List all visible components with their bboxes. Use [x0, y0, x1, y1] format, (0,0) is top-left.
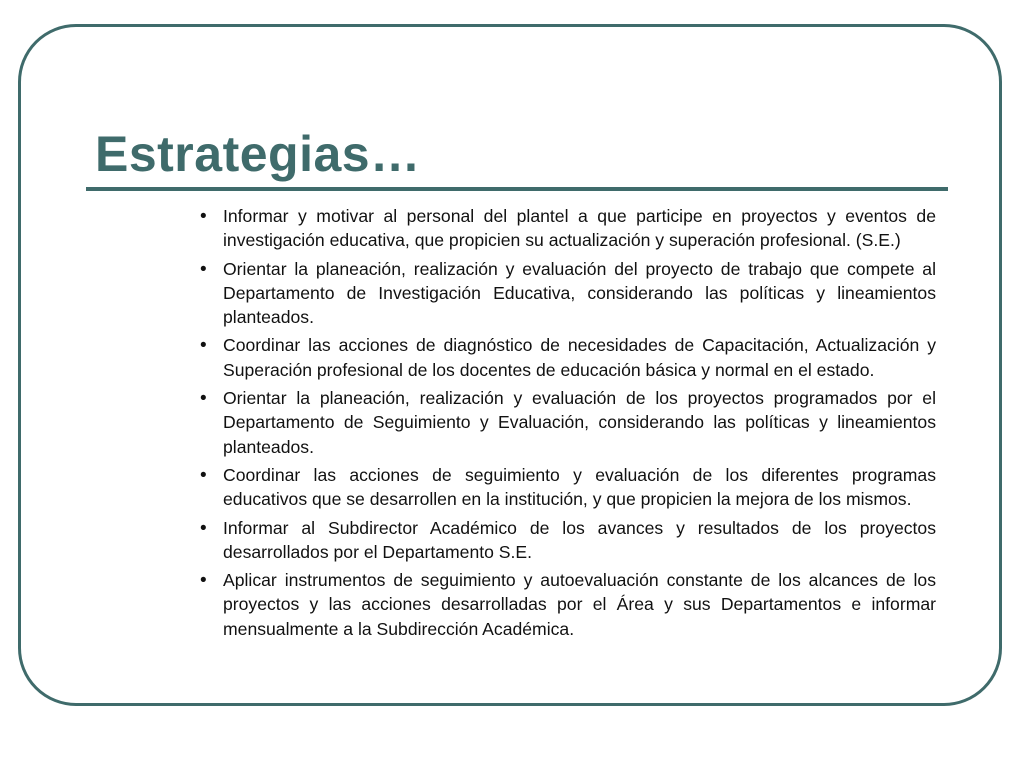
bullet-dot-icon: •	[200, 335, 207, 357]
bullet-dot-icon: •	[200, 388, 207, 410]
bullet-item	[200, 568, 936, 641]
slide-title: Estrategias…	[95, 126, 421, 182]
bullet-text: Orientar la planeación, realización y evaluación de los proyectos programados por el Departamento de Seguimiento y Evaluación, considerando las políticas y lineamientos planteados.	[223, 388, 936, 457]
bullet-dot-icon: •	[200, 258, 207, 280]
bullet-item	[200, 333, 936, 382]
bullet-item	[200, 516, 936, 565]
bullet-text: Informar y motivar al personal del plantel a que participe en proyectos y eventos de investigación educativa, que propicien su actualización y superación profesional. (S.E.)	[223, 206, 936, 251]
bullet-text: Coordinar las acciones de seguimiento y evaluación de los diferentes programas educativos que se desarrollen en la institución, y que propicien la mejora de los mismos.	[223, 464, 936, 510]
bullet-text: Orientar la planeación, realización y evaluación del proyecto de trabajo que compete al Departamento de Investigación Educativa, considerando las políticas y lineamientos planteados.	[223, 258, 936, 328]
bullet-item	[200, 257, 936, 330]
bullet-dot-icon: •	[200, 570, 207, 592]
bullet-item	[200, 204, 936, 253]
bullet-dot-icon: •	[200, 464, 207, 486]
bullet-text: Informar al Subdirector Académico de los avances y resultados de los proyectos desarrollados por el Departamento S.E.	[223, 517, 936, 562]
bullet-dot-icon: •	[200, 517, 207, 539]
bullet-item	[200, 463, 936, 512]
bullet-text: Aplicar instrumentos de seguimiento y autoevaluación constante de los alcances de los proyectos y las acciones desarrolladas por el Área y sus Departamentos e informar mensualmente a la Subdirección Académica.	[223, 570, 936, 639]
bullet-list	[200, 204, 936, 645]
bullet-dot-icon: •	[200, 206, 207, 227]
title-underline	[86, 187, 948, 191]
bullet-item	[200, 386, 936, 459]
bullet-text: Coordinar las acciones de diagnóstico de necesidades de Capacitación, Actualización y Superación profesional de los docentes de educación básica y normal en el estado.	[223, 335, 936, 380]
